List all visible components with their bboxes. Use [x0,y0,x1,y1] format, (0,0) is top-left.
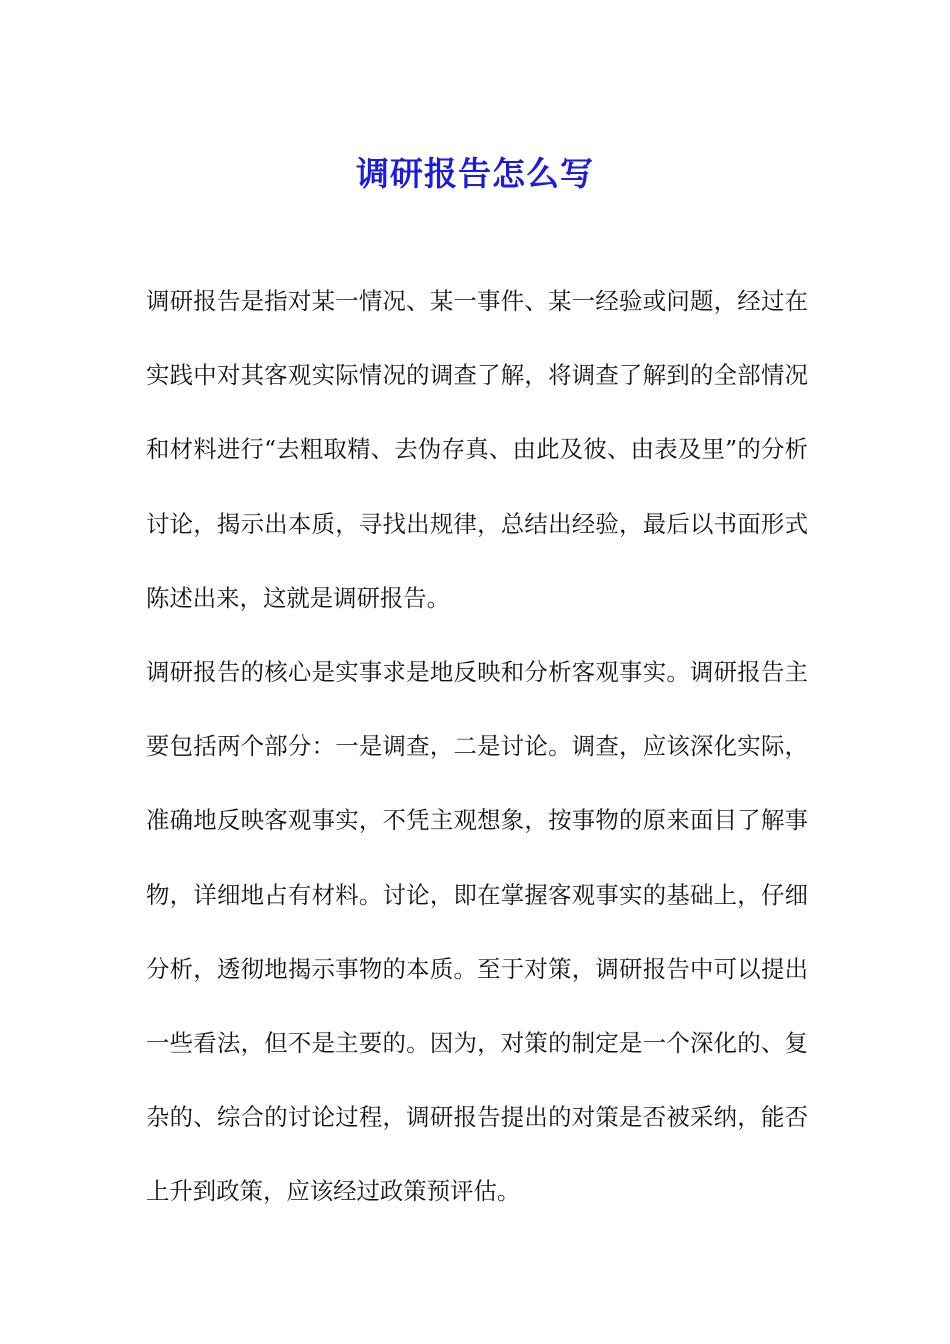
page-title: 调研报告怎么写 [356,154,594,194]
document-body [146,264,808,1229]
paragraph-definition: 调研报告是指对某一情况、某一事件、某一经验或问题，经过在实践中对其客观实际情况的调查了解，将调查了解到的全部情况和材料进行“去粗取精、去伪存真、由此及彼、由表及里”的分析讨论，揭示出本质，寻找出规律，总结出经验，最后以书面形式陈述出来，这就是调研报告。 [146,287,808,612]
paragraph-core-content: 调研报告的核心是实事求是地反映和分析客观事实。调研报告主要包括两个部分：一是调查，二是讨论。调查，应该深化实际，准确地反映客观事实，不凭主观想象，按事物的原来面目了解事物，详细地占有材料。讨论，即在掌握客观事实的基础上，仔细分析，透彻地揭示事物的本质。至于对策，调研报告中可以提出一些看法，但不是主要的。因为，对策的制定是一个深化的、复杂的、综合的讨论过程，调研报告提出的对策是否被采纳，能否上升到政策，应该经过政策预评估。 [146,658,808,1206]
